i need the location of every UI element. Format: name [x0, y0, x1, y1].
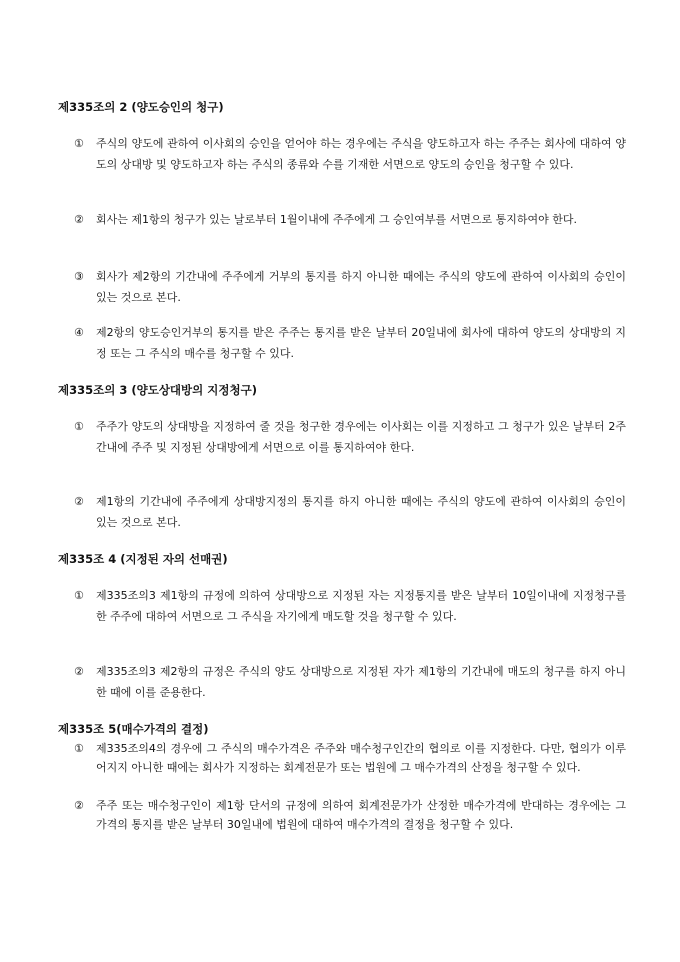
clause-item — [74, 416, 626, 458]
clause-item — [74, 322, 626, 364]
clause-text: 제335조의3 제2항의 규정은 주식의 양도 상대방으로 지정된 자가 제1항의 기간내에 매도의 청구를 하지 아니한 때에 이를 준용한다. — [96, 665, 626, 699]
clause-text: 제2항의 양도승인거부의 통지를 받은 주주는 통지를 받은 날부터 20일내에 회사에 대하여 양도의 상대방의 지정 또는 그 주식의 매수를 청구할 수 있다. — [96, 326, 626, 360]
clause-text: 회사가 제2항의 기간내에 주주에게 거부의 통지를 하지 아니한 때에는 주식의 양도에 관하여 이사회의 승인이 있는 것으로 본다. — [96, 270, 626, 304]
clause-item — [74, 585, 626, 627]
clause-item — [74, 796, 626, 834]
clause-number: ② — [74, 495, 84, 508]
section-heading: 제335조 4 (지정된 자의 선매권) — [58, 552, 228, 566]
clause-item — [74, 209, 626, 230]
clause-item — [74, 661, 626, 703]
section-heading: 제335조의 2 (양도승인의 청구) — [58, 100, 224, 114]
clause-item — [74, 133, 626, 175]
clause-text: 회사는 제1항의 청구가 있는 날로부터 1월이내에 주주에게 그 승인여부를 서면으로 통지하여야 한다. — [96, 213, 577, 226]
clause-item — [74, 491, 626, 533]
clause-text: 주식의 양도에 관하여 이사회의 승인을 얻어야 하는 경우에는 주식을 양도하고자 하는 주주는 회사에 대하여 양도의 상대방 및 양도하고자 하는 주식의 종류와 수를 기재한 서면으로 양도의 승인을 청구할 수 있다. — [96, 137, 626, 171]
clause-number: ② — [74, 213, 84, 226]
clause-number: ③ — [74, 270, 84, 283]
clause-number: ② — [74, 799, 84, 812]
clause-text: 주주 또는 매수청구인이 제1항 단서의 규정에 의하여 회계전문가가 산정한 매수가격에 반대하는 경우에는 그 가격의 통지를 받은 날부터 30일내에 법원에 대하여 매수가격의 결정을 청구할 수 있다. — [96, 799, 626, 831]
clause-number: ① — [74, 589, 84, 602]
section-heading: 제335조 5(매수가격의 결정) — [58, 722, 209, 736]
clause-text: 제335조의4의 경우에 그 주식의 매수가격은 주주와 매수청구인간의 협의로 이를 지정한다. 다만, 협의가 이루어지지 아니한 때에는 회사가 지정하는 회계전문가 또는 법원에 그 매수가격의 산정을 청구할 수 있다. — [96, 742, 626, 774]
clause-text: 주주가 양도의 상대방을 지정하여 줄 것을 청구한 경우에는 이사회는 이를 지정하고 그 청구가 있은 날부터 2주간내에 주주 및 지정된 상대방에게 서면으로 이를 통지하여야 한다. — [96, 420, 626, 454]
clause-text: 제335조의3 제1항의 규정에 의하여 상대방으로 지정된 자는 지정통지를 받은 날부터 10일이내에 지정청구를 한 주주에 대하여 서면으로 그 주식을 자기에게 매도할 것을 청구할 수 있다. — [96, 589, 626, 623]
clause-item — [74, 739, 626, 777]
clause-number: ① — [74, 420, 84, 433]
clause-number: ① — [74, 742, 84, 755]
clause-text: 제1항의 기간내에 주주에게 상대방지정의 통지를 하지 아니한 때에는 주식의 양도에 관하여 이사회의 승인이 있는 것으로 본다. — [96, 495, 626, 529]
clause-item — [74, 266, 626, 308]
clause-number: ② — [74, 665, 84, 678]
section-heading: 제335조의 3 (양도상대방의 지정청구) — [58, 383, 257, 397]
clause-number: ① — [74, 137, 84, 150]
clause-number: ④ — [74, 326, 84, 339]
